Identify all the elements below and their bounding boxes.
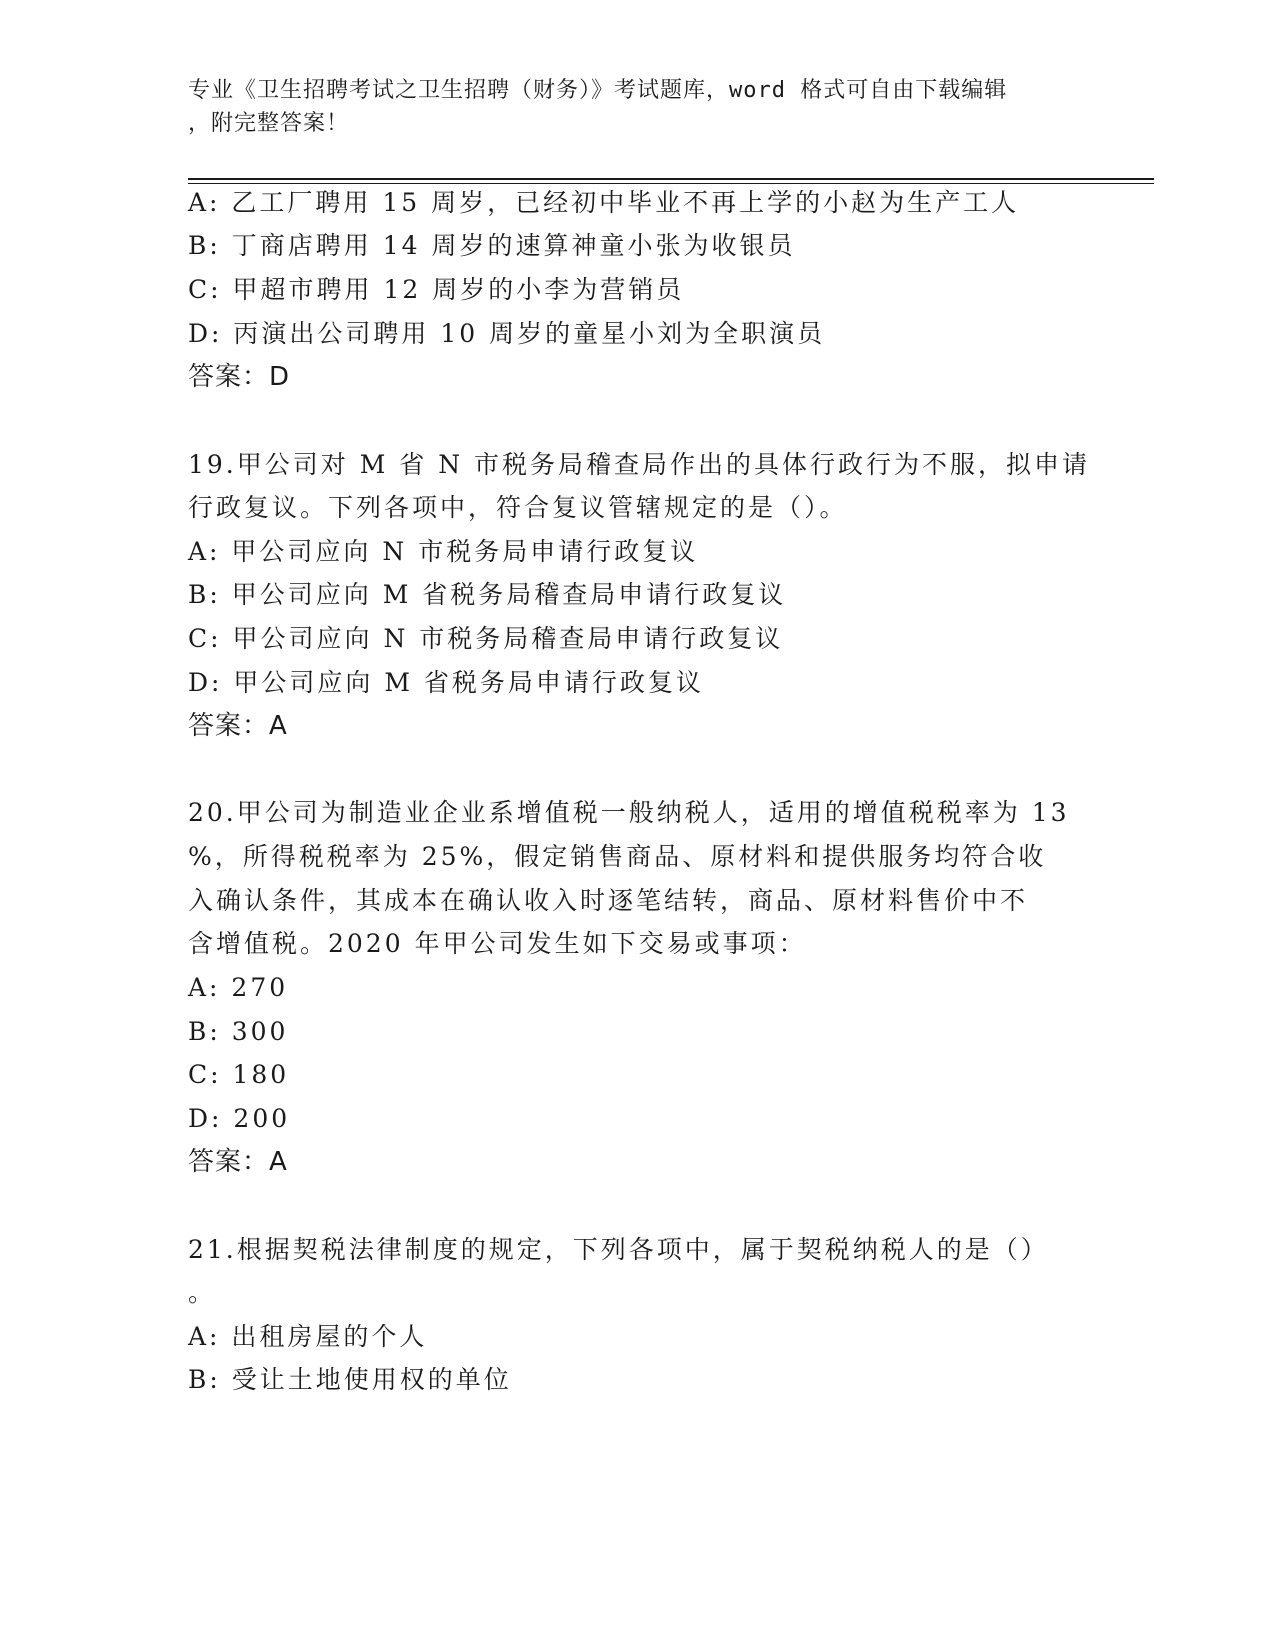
q18-option-a: A: 乙工厂聘用 15 周岁，已经初中毕业不再上学的小赵为生产工人 — [188, 188, 1020, 217]
header-divider-thin — [188, 183, 1154, 184]
q21-option-a: A: 出租房屋的个人 — [188, 1322, 428, 1351]
q20-stem-line-1: 20.甲公司为制造业企业系增值税一般纳税人，适用的增值税税率为 13 — [188, 798, 1070, 827]
q20-option-d: D: 200 — [188, 1104, 291, 1133]
header-line-1: 专业《卫生招聘考试之卫生招聘（财务）》考试题库，word 格式可自由下载编辑 — [188, 78, 1008, 103]
q19-option-c: C: 甲公司应向 N 市税务局稽查局申请行政复议 — [188, 624, 784, 653]
q20-option-a: A: 270 — [188, 973, 289, 1002]
q21-stem-line-2: 。 — [188, 1278, 217, 1307]
q19-option-b: B: 甲公司应向 M 省税务局稽查局申请行政复议 — [188, 580, 787, 609]
q20-stem-line-3: 入确认条件，其成本在确认收入时逐笔结转，商品、原材料售价中不 — [188, 886, 1029, 915]
q18-option-c: C: 甲超市聘用 12 周岁的小李为营销员 — [188, 275, 685, 304]
q20-stem-line-4: 含增值税。2020 年甲公司发生如下交易或事项： — [188, 929, 807, 958]
q19-answer: 答案：A — [188, 711, 288, 741]
q18-option-b: B: 丁商店聘用 14 周岁的速算神童小张为收银员 — [188, 231, 796, 260]
q21-stem-line-1: 21.根据契税法律制度的规定，下列各项中，属于契税纳税人的是（） — [188, 1235, 1049, 1264]
q18-option-d: D: 丙演出公司聘用 10 周岁的童星小刘为全职演员 — [188, 319, 826, 348]
q21-option-b: B: 受让土地使用权的单位 — [188, 1365, 512, 1394]
q18-answer: 答案：D — [188, 362, 291, 392]
q19-option-d: D: 甲公司应向 M 省税务局申请行政复议 — [188, 668, 704, 697]
q20-option-c: C: 180 — [188, 1060, 290, 1089]
document-header — [188, 74, 1088, 140]
q19-option-a: A: 甲公司应向 N 市税务局申请行政复议 — [188, 537, 699, 566]
q19-stem-line-2: 行政复议。下列各项中，符合复议管辖规定的是（）。 — [188, 493, 848, 522]
q20-option-b: B: 300 — [188, 1017, 289, 1046]
header-divider-thick — [188, 178, 1154, 180]
q19-stem-line-1: 19.甲公司对 M 省 N 市税务局稽查局作出的具体行政行为不服，拟申请 — [188, 450, 1091, 479]
header-line-2: ，附完整答案！ — [188, 111, 350, 136]
q20-stem-line-2: %，所得税税率为 25%，假定销售商品、原材料和提供服务均符合收 — [188, 842, 1047, 871]
q20-answer: 答案：A — [188, 1147, 288, 1177]
